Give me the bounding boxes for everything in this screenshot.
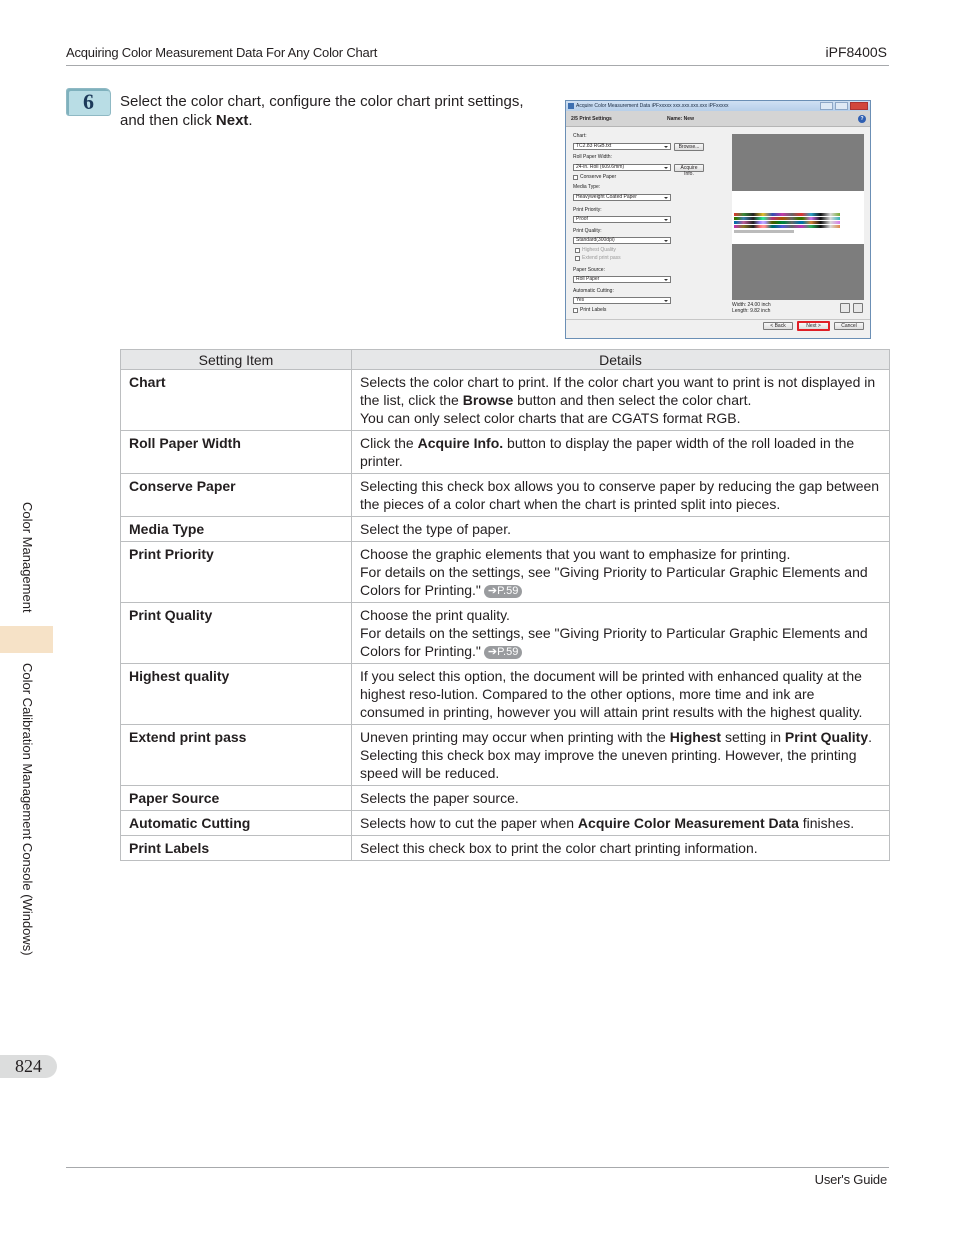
- setting-item-details: [352, 836, 890, 861]
- minimize-icon[interactable]: [820, 102, 833, 110]
- paper-source-select[interactable]: Roll Paper: [573, 276, 671, 283]
- zoom-out-icon[interactable]: [853, 303, 863, 313]
- setting-item-name: Paper Source: [121, 786, 352, 811]
- table-row: [121, 542, 890, 603]
- details-line: [360, 545, 881, 563]
- roll-width-label: Roll Paper Width:: [573, 154, 612, 160]
- table-body: [121, 370, 890, 861]
- details-line: [360, 373, 881, 409]
- highest-quality-checkbox[interactable]: [575, 248, 580, 253]
- details-emphasis: Highest: [669, 729, 722, 745]
- conserve-paper-checkbox[interactable]: [573, 175, 578, 180]
- setting-item-name: Print Quality: [121, 603, 352, 664]
- preview-margin-top: [732, 134, 864, 191]
- setting-item-details: [352, 431, 890, 474]
- dialog-title: Acquire Color Measurement Data iPFxxxxx xxx.xxx.xxx.xxx iPFxxxxx: [576, 103, 729, 109]
- details-text: Select this check box to print the color chart printing information.: [360, 840, 758, 856]
- preview-width: Width: 24.00 inch: [732, 302, 771, 308]
- settings-table: [120, 349, 890, 861]
- zoom-in-icon[interactable]: [840, 303, 850, 313]
- setting-item-details: [352, 603, 890, 664]
- dialog-title-bar: [566, 101, 870, 111]
- side-chapter-label: Color Calibration Management Console (Windows): [20, 663, 35, 956]
- table-row: [121, 836, 890, 861]
- details-text: . Selecting this check box may improve the uneven printing. However, the printing speed will be reduced.: [360, 729, 873, 781]
- step-number-badge: 6: [66, 88, 111, 116]
- table-row: [121, 517, 890, 542]
- details-text: button to display the paper width of the roll loaded in the printer.: [360, 435, 855, 469]
- details-line: [360, 606, 881, 624]
- details-line: [360, 477, 881, 513]
- table-row: [121, 664, 890, 725]
- details-text: finishes.: [798, 815, 855, 831]
- extend-pass-checkbox[interactable]: [575, 256, 580, 261]
- setting-item-details: [352, 725, 890, 786]
- setting-item-name: Extend print pass: [121, 725, 352, 786]
- media-type-select[interactable]: Heavyweight Coated Paper: [573, 194, 671, 201]
- wizard-name: Name: New: [667, 116, 694, 122]
- details-text: button and then select the color chart.: [513, 392, 752, 408]
- details-line: [360, 563, 881, 599]
- help-icon[interactable]: ?: [858, 115, 866, 123]
- setting-item-name: Highest quality: [121, 664, 352, 725]
- details-text: For details on the settings, see "Giving Priority to Particular Graphic Elements and Colors for Printing.": [360, 564, 868, 598]
- table-row: [121, 786, 890, 811]
- setting-item-details: [352, 542, 890, 603]
- details-text: Select the type of paper.: [360, 521, 511, 537]
- setting-item-name: Conserve Paper: [121, 474, 352, 517]
- details-line: [360, 728, 881, 782]
- details-line: [360, 624, 881, 660]
- details-text: Selects how to cut the paper when: [360, 815, 578, 831]
- details-emphasis: Browse: [462, 392, 514, 408]
- setting-item-name: Automatic Cutting: [121, 811, 352, 836]
- details-text: Selects the paper source.: [360, 790, 519, 806]
- details-text: Choose the print quality.: [360, 607, 510, 623]
- table-row: [121, 603, 890, 664]
- details-line: [360, 520, 881, 538]
- conserve-paper-label: Conserve Paper: [580, 174, 617, 180]
- page-reference-link[interactable]: ➔P.59: [484, 585, 522, 598]
- details-line: [360, 814, 881, 832]
- table-row: [121, 725, 890, 786]
- highest-quality-label: Highest Quality: [582, 247, 616, 253]
- footer-guide-title: User's Guide: [814, 1172, 887, 1187]
- dialog-screenshot: [565, 100, 871, 339]
- details-text: Uneven printing may occur when printing with the: [360, 729, 670, 745]
- running-header-model: iPF8400S: [825, 44, 887, 60]
- dialog-footer-rule: [566, 319, 870, 320]
- table-header-row: [121, 350, 890, 370]
- print-quality-label: Print Quality:: [573, 228, 602, 234]
- details-line: [360, 434, 881, 470]
- setting-item-details: [352, 370, 890, 431]
- details-line: [360, 789, 881, 807]
- table-row: [121, 474, 890, 517]
- footer-rule: [66, 1167, 889, 1168]
- setting-item-details: [352, 517, 890, 542]
- header-rule: [66, 65, 889, 66]
- print-priority-label: Print Priority:: [573, 207, 602, 213]
- details-line: [360, 667, 881, 721]
- table-row: [121, 370, 890, 431]
- setting-item-details: [352, 811, 890, 836]
- step-instruction: Select the color chart, configure the color chart print settings, and then click Next.: [120, 93, 524, 129]
- table-row: [121, 811, 890, 836]
- details-line: [360, 839, 881, 857]
- column-header-details: Details: [352, 350, 890, 370]
- column-header-setting-item: Setting Item: [121, 350, 352, 370]
- browse-button[interactable]: Browse...: [674, 143, 704, 151]
- details-text: Click the: [360, 435, 418, 451]
- wizard-step-title: 2/5 Print Settings: [571, 116, 612, 122]
- chart-select[interactable]: TC2.83 RGB.txt: [573, 143, 671, 150]
- print-labels-checkbox[interactable]: [573, 308, 578, 313]
- maximize-icon[interactable]: [835, 102, 848, 110]
- paper-source-label: Paper Source:: [573, 267, 605, 273]
- acquire-info-button[interactable]: Acquire Info.: [674, 164, 704, 172]
- preview-length: Length: 9.82 inch: [732, 308, 771, 314]
- details-text: Selects the color chart to print. If the color chart you want to print is not displayed in the list, click the: [360, 374, 876, 408]
- setting-item-name: Print Priority: [121, 542, 352, 603]
- details-text: setting in: [721, 729, 785, 745]
- setting-item-details: [352, 786, 890, 811]
- page-reference-link[interactable]: ➔P.59: [484, 646, 522, 659]
- app-icon: [568, 103, 574, 109]
- details-text: Selecting this check box allows you to conserve paper by reducing the gap between the pieces of a color chart when the chart is printed split into pieces.: [360, 478, 880, 512]
- setting-item-name: Roll Paper Width: [121, 431, 352, 474]
- details-emphasis: Acquire Color Measurement Data: [577, 815, 799, 831]
- back-button[interactable]: < Back: [763, 322, 793, 330]
- chart-preview: [732, 191, 864, 244]
- media-type-label: Media Type:: [573, 184, 601, 190]
- print-labels-label: Print Labels: [580, 307, 607, 313]
- roll-width-select[interactable]: 24-in. Roll (609.6mm): [573, 164, 671, 171]
- details-text: If you select this option, the document will be printed with enhanced quality at the highest reso-lution. Compared to the other options, more time and ink are consumed in printing, however you will attain print results with the highest quality.: [360, 668, 863, 720]
- details-line: [360, 409, 881, 427]
- print-priority-select[interactable]: Proof: [573, 216, 671, 223]
- wizard-step-band: [566, 111, 870, 127]
- side-tab-marker: [0, 626, 53, 653]
- details-text: You can only select color charts that are CGATS format RGB.: [360, 410, 741, 426]
- next-button[interactable]: Next >: [797, 321, 830, 331]
- setting-item-name: Print Labels: [121, 836, 352, 861]
- side-section-label: Color Management: [20, 502, 35, 613]
- auto-cutting-label: Automatic Cutting:: [573, 288, 614, 294]
- details-emphasis: Print Quality: [784, 729, 869, 745]
- details-emphasis: Acquire Info.: [417, 435, 504, 451]
- setting-item-name: Chart: [121, 370, 352, 431]
- setting-item-name: Media Type: [121, 517, 352, 542]
- print-quality-select[interactable]: Standard(300dpi): [573, 237, 671, 244]
- chart-label: Chart:: [573, 133, 587, 139]
- running-header-title: Acquiring Color Measurement Data For Any Color Chart: [66, 45, 378, 60]
- preview-margin-bottom: [732, 244, 864, 300]
- auto-cutting-select[interactable]: Yes: [573, 297, 671, 304]
- page-number: 824: [0, 1055, 57, 1078]
- cancel-button[interactable]: Cancel: [834, 322, 864, 330]
- extend-pass-label: Extend print pass: [582, 255, 621, 261]
- details-text: For details on the settings, see "Giving Priority to Particular Graphic Elements and Colors for Printing.": [360, 625, 868, 659]
- setting-item-details: [352, 474, 890, 517]
- table-row: [121, 431, 890, 474]
- close-icon[interactable]: [850, 102, 868, 110]
- setting-item-details: [352, 664, 890, 725]
- details-text: Choose the graphic elements that you want to emphasize for printing.: [360, 546, 791, 562]
